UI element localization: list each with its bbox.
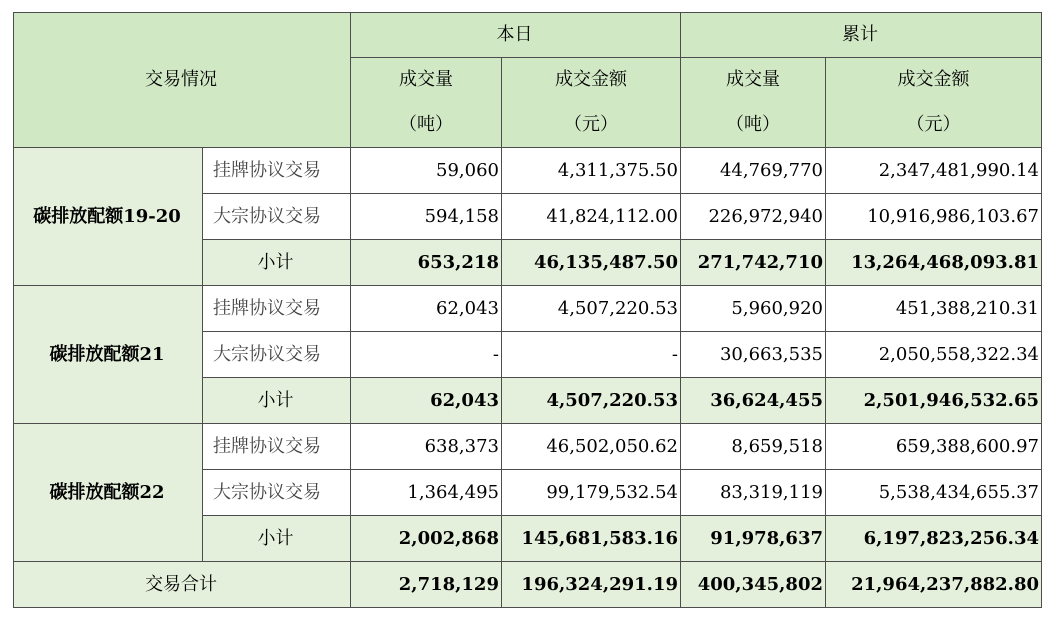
trade-type: 挂牌协议交易 [203, 148, 351, 194]
subtotal-label: 小计 [203, 240, 351, 286]
header-cumulative: 累计 [681, 13, 1042, 58]
today-volume: 59,060 [351, 148, 502, 194]
header-category: 交易情况 [14, 13, 351, 148]
today-amount: 46,502,050.62 [502, 424, 681, 470]
subtotal-label: 小计 [203, 516, 351, 562]
group-name: 碳排放配额21 [14, 286, 203, 424]
header-today-amount [502, 58, 681, 148]
group-name: 碳排放配额19-20 [14, 148, 203, 286]
subtotal-cum-volume: 271,742,710 [681, 240, 826, 286]
today-volume: 638,373 [351, 424, 502, 470]
today-amount: 4,311,375.50 [502, 148, 681, 194]
cum-amount: 451,388,210.31 [826, 286, 1042, 332]
trading-summary-table [13, 12, 1042, 608]
header-unit-yuan: （元） [906, 113, 961, 135]
subtotal-cum-amount: 6,197,823,256.34 [826, 516, 1042, 562]
today-amount: 99,179,532.54 [502, 470, 681, 516]
total-row [14, 562, 1042, 608]
total-today-volume: 2,718,129 [351, 562, 502, 608]
group-name: 碳排放配额22 [14, 424, 203, 562]
today-amount: 4,507,220.53 [502, 286, 681, 332]
header-amount-label: 成交金额 [555, 69, 627, 91]
total-cum-amount: 21,964,237,882.80 [826, 562, 1042, 608]
subtotal-cum-amount: 13,264,468,093.81 [826, 240, 1042, 286]
header-amount-label: 成交金额 [897, 69, 970, 91]
subtotal-cum-volume: 36,624,455 [681, 378, 826, 424]
cum-volume: 8,659,518 [681, 424, 826, 470]
table-row [14, 286, 1042, 332]
cum-amount: 5,538,434,655.37 [826, 470, 1042, 516]
total-label: 交易合计 [14, 562, 351, 608]
header-today: 本日 [351, 13, 681, 58]
today-volume: 1,364,495 [351, 470, 502, 516]
subtotal-today-volume: 2,002,868 [351, 516, 502, 562]
subtotal-today-volume: 62,043 [351, 378, 502, 424]
trade-type: 大宗协议交易 [203, 470, 351, 516]
cum-amount: 10,916,986,103.67 [826, 194, 1042, 240]
header-cum-amount [826, 58, 1042, 148]
header-unit-ton: （吨） [399, 113, 453, 135]
cum-volume: 44,769,770 [681, 148, 826, 194]
header-today-volume [351, 58, 502, 148]
trade-type: 挂牌协议交易 [203, 286, 351, 332]
today-volume: 62,043 [351, 286, 502, 332]
total-today-amount: 196,324,291.19 [502, 562, 681, 608]
trade-type: 大宗协议交易 [203, 332, 351, 378]
header-unit-yuan: （元） [564, 113, 618, 135]
today-amount: - [502, 332, 681, 378]
subtotal-today-volume: 653,218 [351, 240, 502, 286]
cum-volume: 30,663,535 [681, 332, 826, 378]
today-amount: 41,824,112.00 [502, 194, 681, 240]
trade-type: 大宗协议交易 [203, 194, 351, 240]
trading-summary-table-wrapper [13, 12, 1042, 608]
subtotal-today-amount: 46,135,487.50 [502, 240, 681, 286]
header-volume-label: 成交量 [726, 69, 780, 91]
table-row [14, 424, 1042, 470]
cum-volume: 226,972,940 [681, 194, 826, 240]
subtotal-today-amount: 4,507,220.53 [502, 378, 681, 424]
cum-amount: 2,050,558,322.34 [826, 332, 1042, 378]
cum-volume: 83,319,119 [681, 470, 826, 516]
total-cum-volume: 400,345,802 [681, 562, 826, 608]
header-unit-ton: （吨） [726, 113, 780, 135]
trade-type: 挂牌协议交易 [203, 424, 351, 470]
today-volume: - [351, 332, 502, 378]
subtotal-today-amount: 145,681,583.16 [502, 516, 681, 562]
subtotal-label: 小计 [203, 378, 351, 424]
header-cum-volume [681, 58, 826, 148]
subtotal-cum-amount: 2,501,946,532.65 [826, 378, 1042, 424]
header-volume-label: 成交量 [399, 69, 453, 91]
subtotal-cum-volume: 91,978,637 [681, 516, 826, 562]
cum-amount: 2,347,481,990.14 [826, 148, 1042, 194]
cum-volume: 5,960,920 [681, 286, 826, 332]
cum-amount: 659,388,600.97 [826, 424, 1042, 470]
table-row [14, 148, 1042, 194]
today-volume: 594,158 [351, 194, 502, 240]
